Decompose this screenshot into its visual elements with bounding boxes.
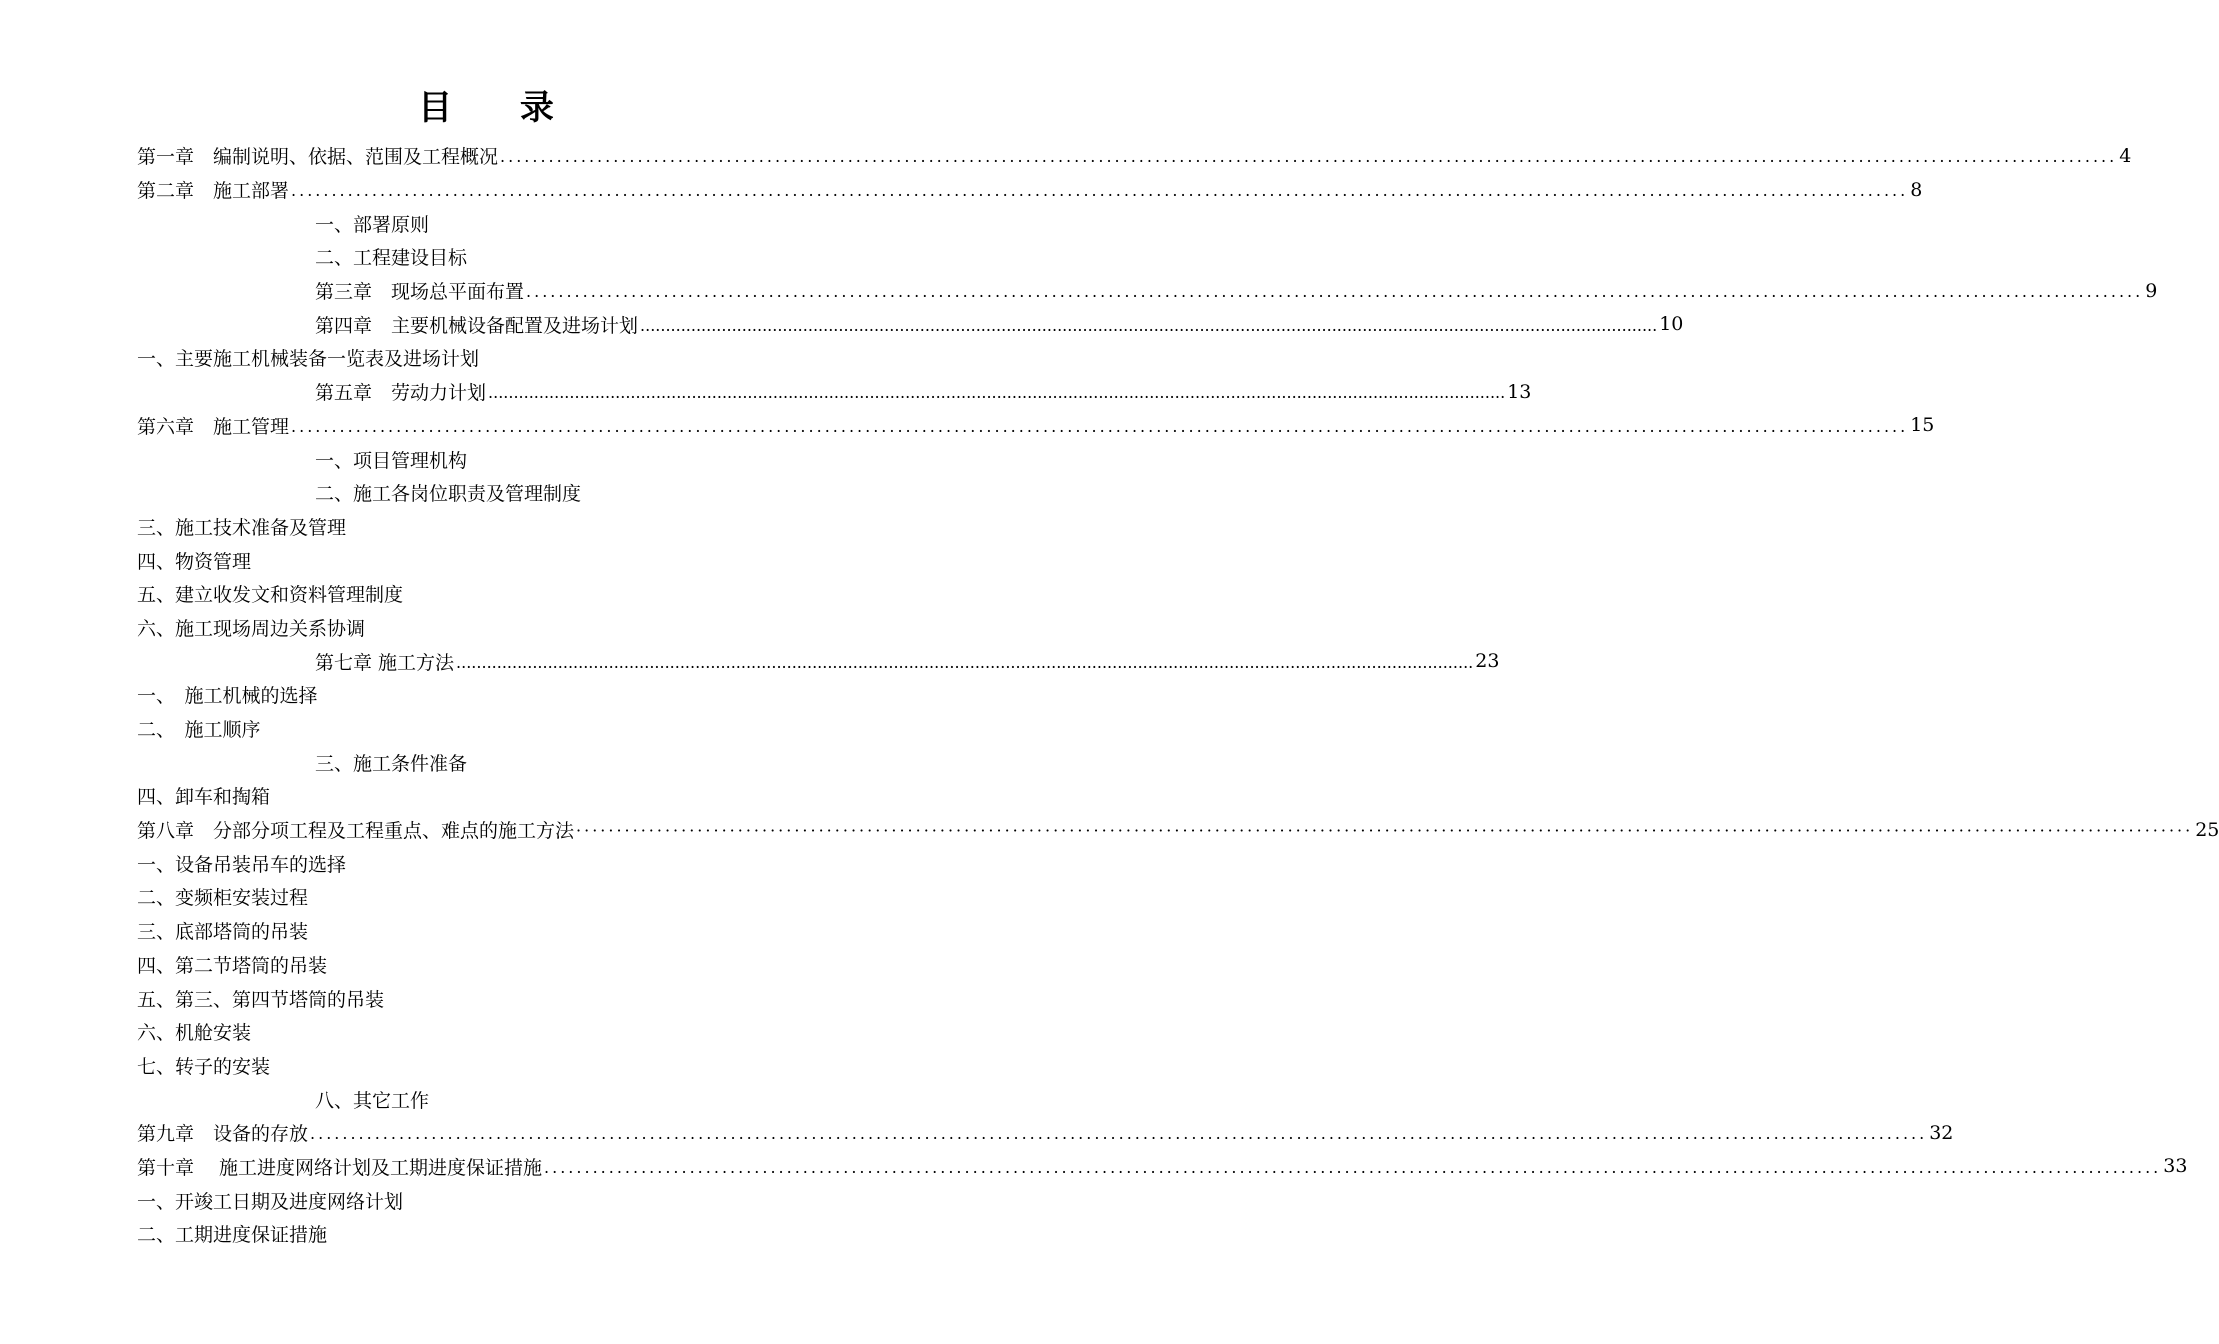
toc-entry-title: 第二章 施工部署 — [137, 180, 290, 203]
toc-dot-leader: ........................................................................................................................................................................................................ — [488, 383, 1506, 403]
toc-entry[interactable] — [0, 779, 950, 813]
toc-entry[interactable] — [0, 948, 950, 982]
toc-entry[interactable] — [0, 611, 950, 645]
toc-page-number: 32 — [1929, 1121, 1954, 1144]
toc-entry[interactable] — [0, 1015, 950, 1049]
toc-page-number: 4 — [2119, 144, 2132, 167]
toc-entry-title: 二、施工各岗位职责及管理制度 — [315, 483, 582, 506]
toc-entry[interactable] — [0, 139, 2132, 173]
toc-page-number: 10 — [1659, 313, 1684, 336]
toc-entry[interactable] — [0, 341, 950, 375]
toc-dot-leader: ........................................................................................................................................................................................................ — [500, 147, 2118, 167]
toc-entry-title: 二、 施工顺序 — [137, 719, 261, 742]
toc-entry-title: 第九章 设备的存放 — [137, 1123, 309, 1146]
toc-entry-title: 一、项目管理机构 — [315, 449, 468, 472]
toc-entry[interactable] — [0, 745, 950, 779]
toc-entry-title: 第十章 施工进度网络计划及工期进度保证措施 — [137, 1156, 543, 1179]
toc-entry-title: 第四章 主要机械设备配置及进场计划 — [315, 314, 639, 337]
toc-entry-title: 一、部署原则 — [315, 213, 430, 236]
toc-page-number: 25 — [2195, 818, 2219, 841]
toc-entry[interactable] — [0, 644, 1500, 678]
toc-entry-title: 六、机舱安装 — [137, 1022, 252, 1045]
toc-dot-leader: ........................................................................................................................................................................................................ — [544, 1157, 2162, 1177]
toc-entry-title: 一、设备吊装吊车的选择 — [137, 853, 347, 876]
toc-entry[interactable] — [0, 1049, 950, 1083]
toc-entry[interactable] — [0, 880, 950, 914]
toc-entry-title: 第七章 施工方法 — [315, 651, 455, 674]
toc-page-number: 15 — [1910, 414, 1935, 437]
toc-entry-title: 二、变频柜安装过程 — [137, 887, 309, 910]
toc-entry-title: 三、底部塔筒的吊装 — [137, 921, 309, 944]
toc-entry[interactable] — [0, 173, 1923, 207]
toc-dot-leader: ........................................................................................................................................................................................................ — [310, 1124, 1928, 1144]
toc-entry[interactable] — [0, 274, 2158, 308]
toc-entry[interactable] — [0, 1116, 1954, 1150]
toc-entry[interactable] — [0, 577, 950, 611]
toc-dot-leader: ........................................................................................................................................................................................................ — [291, 416, 1909, 436]
toc-entry-title: 第六章 施工管理 — [137, 415, 290, 438]
toc-dot-leader: ........................................................................................................................................................................................................ — [291, 181, 1909, 201]
toc-page-number: 9 — [2145, 279, 2158, 302]
toc-entry[interactable] — [0, 409, 1935, 443]
toc-entry[interactable] — [0, 476, 950, 510]
toc-entry[interactable] — [0, 1082, 950, 1116]
toc-dot-leader: ........................................................................................................................................................................................................ — [526, 282, 2144, 302]
toc-page-number: 8 — [1910, 178, 1923, 201]
toc-entry-title: 一、主要施工机械装备一览表及进场计划 — [137, 348, 480, 371]
table-of-contents — [0, 139, 2219, 1251]
toc-entry[interactable] — [0, 1217, 950, 1251]
toc-page-number: 23 — [1475, 650, 1500, 673]
toc-entry[interactable] — [0, 1183, 950, 1217]
toc-entry[interactable] — [0, 914, 950, 948]
toc-entry-title: 八、其它工作 — [315, 1089, 430, 1112]
toc-page-number: 33 — [2163, 1155, 2188, 1178]
page-title: 目 录 — [418, 88, 582, 128]
toc-dot-leader: ........................................................................................................................................................................................................ — [640, 315, 1658, 335]
toc-entry-title: 四、卸车和掏箱 — [137, 786, 271, 809]
toc-entry[interactable] — [0, 846, 950, 880]
toc-entry[interactable] — [0, 1150, 2188, 1184]
toc-entry-title: 六、施工现场周边关系协调 — [137, 617, 366, 640]
toc-entry[interactable] — [0, 678, 950, 712]
toc-entry[interactable] — [0, 240, 950, 274]
toc-entry-title: 一、开竣工日期及进度网络计划 — [137, 1190, 404, 1213]
toc-entry-title: 四、物资管理 — [137, 550, 252, 573]
toc-entry-title: 七、转子的安装 — [137, 1055, 271, 1078]
toc-entry-title: 二、工程建设目标 — [315, 247, 468, 270]
toc-entry[interactable] — [0, 307, 1684, 341]
toc-entry-title: 第八章 分部分项工程及工程重点、难点的施工方法 — [137, 820, 575, 843]
toc-entry-title: 三、施工技术准备及管理 — [137, 516, 347, 539]
toc-entry[interactable] — [0, 510, 950, 544]
toc-entry-title: 一、 施工机械的选择 — [137, 685, 318, 708]
toc-entry-title: 二、工期进度保证措施 — [137, 1224, 328, 1247]
toc-entry[interactable] — [0, 712, 950, 746]
toc-entry[interactable] — [0, 813, 2219, 847]
toc-entry-title: 第三章 现场总平面布置 — [315, 281, 525, 304]
toc-entry-title: 三、施工条件准备 — [315, 752, 468, 775]
toc-entry-title: 五、建立收发文和资料管理制度 — [137, 584, 404, 607]
toc-entry[interactable] — [0, 442, 950, 476]
toc-entry-title: 五、第三、第四节塔筒的吊装 — [137, 988, 385, 1011]
toc-entry[interactable] — [0, 981, 950, 1015]
toc-page-number: 13 — [1507, 380, 1532, 403]
toc-entry[interactable] — [0, 206, 950, 240]
toc-entry-title: 四、第二节塔筒的吊装 — [137, 954, 328, 977]
toc-entry[interactable] — [0, 375, 1532, 409]
toc-entry[interactable] — [0, 543, 950, 577]
toc-entry-title: 第五章 劳动力计划 — [315, 382, 487, 405]
toc-dot-leader: ........................................................................................................................................................................................................ — [456, 652, 1474, 672]
toc-dot-leader: ········································································································································································································ — [576, 821, 2194, 841]
toc-entry-title: 第一章 编制说明、依据、范围及工程概况 — [137, 146, 499, 169]
